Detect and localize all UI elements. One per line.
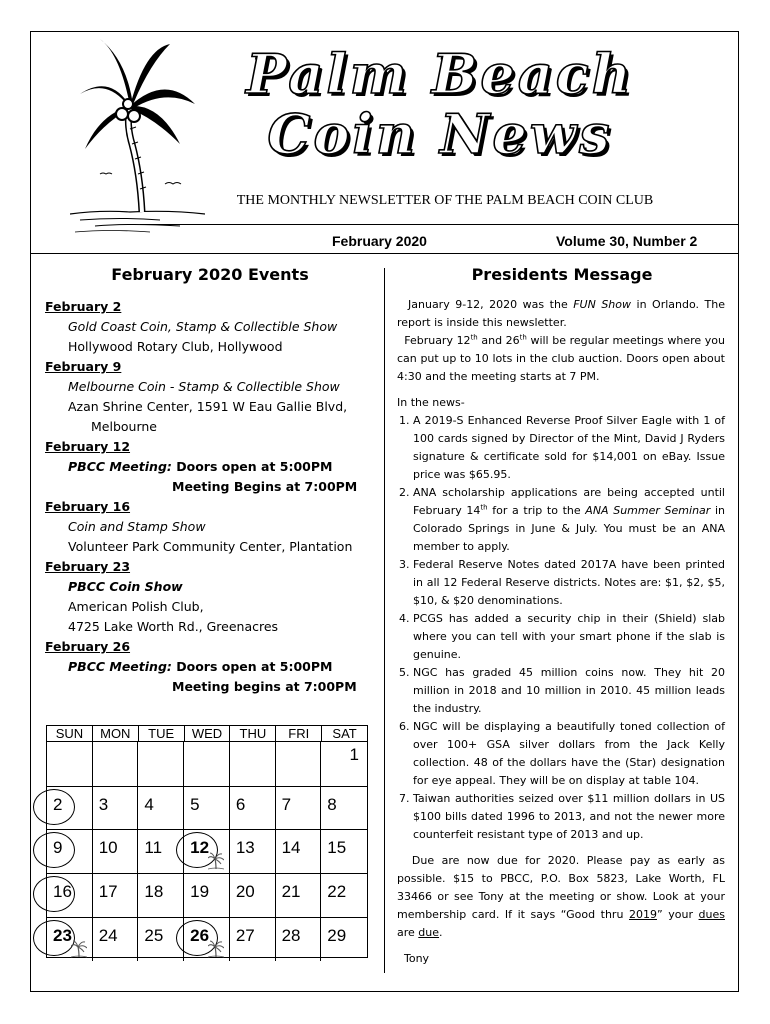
events-list — [45, 297, 375, 697]
presidents-message — [397, 296, 725, 968]
event-label: PBCC Meeting: — [68, 459, 172, 474]
event-line: Meeting begins at 7:00PM — [172, 679, 357, 694]
calendar-day-number: 25 — [144, 926, 164, 945]
presidents-message-heading: Presidents Message — [471, 265, 653, 284]
calendar-day-cell — [184, 742, 230, 787]
day-header: SUN — [47, 726, 93, 741]
event-line — [45, 457, 375, 477]
calendar-day-number: 26 — [190, 926, 210, 945]
calendar-day-number: 18 — [144, 882, 164, 901]
title-line-2: Coin News — [267, 102, 613, 166]
dues-paragraph: Due are now due for 2020. Please pay as early as possible. $15 to PBCC, P.O. Box 5823, Lake Worth, FL 33466 or see Tony at the meeting or show. Look at your membership card. If it says “Good thru 2019” your dues are due. — [397, 854, 725, 939]
event-line — [45, 657, 375, 677]
calendar-day-cell — [276, 787, 322, 830]
calendar-day-number: 17 — [98, 882, 118, 901]
event-line: American Polish Club, — [68, 599, 204, 614]
calendar-day-cell — [230, 918, 276, 961]
calendar-day-number: 9 — [53, 838, 63, 857]
palm-tree-icon — [208, 940, 224, 958]
event-line: PBCC Coin Show — [68, 579, 183, 594]
title-line-1: Palm Beach — [246, 42, 634, 106]
calendar-header — [47, 726, 367, 742]
calendar-day-cell — [184, 874, 230, 918]
day-header: SAT — [332, 726, 357, 741]
calendar-day-cell — [47, 787, 93, 830]
calendar-day-cell — [138, 787, 184, 830]
calendar-day-number: 19 — [190, 882, 210, 901]
calendar-day-cell — [184, 918, 230, 961]
day-header: WED — [185, 726, 231, 741]
event-date: February 2 — [45, 299, 122, 314]
calendar-day-cell — [138, 874, 184, 918]
calendar-day-number: 22 — [327, 882, 347, 901]
february-calendar — [46, 725, 368, 958]
masthead-rule-top — [140, 224, 739, 225]
event-line: 4725 Lake Worth Rd., Greenacres — [68, 619, 279, 634]
event-date: February 12 — [45, 439, 131, 454]
signature: Tony — [404, 952, 430, 965]
newsletter-subtitle: THE MONTHLY NEWSLETTER OF THE PALM BEACH COIN CLUB — [236, 193, 654, 208]
calendar-day-cell — [93, 918, 139, 961]
news-intro: In the news- — [397, 396, 465, 409]
calendar-day-cell — [93, 830, 139, 874]
day-header: TUE — [139, 726, 185, 741]
event-line: Melbourne Coin - Stamp & Collectible Show — [68, 379, 340, 394]
event-text: Doors open at 5:00PM — [171, 459, 333, 474]
news-item: 2. ANA scholarship applications are being accepted until February 14th for a trip to the ANA Summer Seminar in Colorado Springs in June & July. You must be an ANA member to apply. — [413, 484, 725, 556]
event-date: February 23 — [45, 559, 131, 574]
calendar-day-cell — [276, 742, 322, 787]
calendar-day-number: 1 — [349, 745, 359, 764]
calendar-day-cell — [184, 787, 230, 830]
news-item: 7. Taiwan authorities seized over $11 million dollars in US $100 bills dated 1996 to 2013, and not the newer more counterfeit resistant type of 2013 and up. — [413, 790, 725, 844]
event-line: Hollywood Rotary Club, Hollywood — [68, 339, 283, 354]
palm-tree-icon — [71, 940, 87, 958]
calendar-day-cell — [93, 874, 139, 918]
calendar-day-cell — [47, 918, 93, 961]
event-label: PBCC Meeting: — [68, 659, 172, 674]
calendar-day-cell — [321, 874, 367, 918]
calendar-day-number: 16 — [53, 882, 72, 901]
calendar-grid — [47, 742, 367, 957]
calendar-day-number: 13 — [235, 838, 255, 857]
calendar-day-number: 15 — [327, 838, 347, 857]
event-line: Volunteer Park Community Center, Plantation — [68, 539, 353, 554]
calendar-day-number: 3 — [98, 795, 109, 814]
event-date: February 26 — [45, 639, 131, 654]
calendar-day-number: 12 — [190, 838, 210, 857]
calendar-day-cell — [230, 874, 276, 918]
news-item: 1. A 2019-S Enhanced Reverse Proof Silver Eagle with 1 of 100 cards signed by Director of the Mint, David J Ryders signature & certificate sold for $14,001 on eBay. Issue price was $65.95. — [413, 412, 725, 484]
event-line: Gold Coast Coin, Stamp & Collectible Show — [68, 319, 338, 334]
event-line: Melbourne — [91, 419, 157, 434]
issue-date: February 2020 — [332, 233, 427, 249]
calendar-day-number: 29 — [327, 926, 347, 945]
news-item: 3. Federal Reserve Notes dated 2017A have been printed in all 12 Federal Reserve districts. Notes are: $1, $2, $5, $10, & $20 denominations. — [413, 556, 725, 610]
event-date: February 9 — [45, 359, 122, 374]
calendar-day-number: 23 — [53, 926, 72, 945]
paragraph: January 9-12, 2020 was the FUN Show in Orlando. The report is inside this newsletter. — [397, 298, 725, 329]
events-heading: February 2020 Events — [111, 265, 309, 284]
calendar-day-number: 10 — [98, 838, 118, 857]
palm-tree-logo — [70, 34, 205, 234]
day-header: MON — [93, 726, 139, 741]
event-line: Meeting Begins at 7:00PM — [172, 479, 358, 494]
calendar-day-cell — [230, 830, 276, 874]
calendar-day-number: 5 — [190, 795, 200, 814]
calendar-day-cell — [138, 742, 184, 787]
calendar-day-number: 14 — [281, 838, 301, 857]
palm-tree-icon — [208, 852, 224, 870]
calendar-day-cell — [230, 787, 276, 830]
calendar-day-number: 24 — [98, 926, 118, 945]
calendar-day-cell — [184, 830, 230, 874]
calendar-day-number: 28 — [281, 926, 301, 945]
calendar-day-number: 21 — [281, 882, 301, 901]
calendar-day-cell — [47, 742, 93, 787]
news-item: 5. NGC has graded 45 million coins now. They hit 20 million in 2018 and 10 million in 2010. 45 million leads the industry. — [413, 664, 725, 718]
event-text: Doors open at 5:00PM — [171, 659, 333, 674]
calendar-day-number: 8 — [327, 795, 337, 814]
calendar-day-cell — [47, 830, 93, 874]
day-header: THU — [230, 726, 276, 741]
masthead-rule-bottom — [30, 253, 739, 254]
day-header: FRI — [276, 726, 322, 741]
event-line: Azan Shrine Center, 1591 W Eau Gallie Blvd, — [68, 399, 348, 414]
calendar-day-number: 6 — [235, 795, 246, 814]
paragraph: February 12th and 26th will be regular meetings where you can put up to 10 lots in the club auction. Doors open about 4:30 and the meeting starts at 7 PM. — [397, 333, 725, 383]
calendar-day-cell — [321, 918, 367, 961]
calendar-day-cell — [93, 742, 139, 787]
news-item: 6. NGC will be displaying a beautifully toned collection of over 100+ GSA silver dollars from the Jack Kelly collection. 48 of the dollars have the (Star) designation for eye appeal. They will be on display at table 104. — [413, 718, 725, 790]
calendar-day-number: 11 — [144, 838, 163, 857]
calendar-day-cell — [321, 787, 367, 830]
event-date: February 16 — [45, 499, 131, 514]
newsletter-title — [230, 44, 650, 164]
calendar-day-number: 2 — [53, 795, 63, 814]
calendar-day-number: 7 — [281, 795, 292, 814]
column-divider — [384, 268, 385, 973]
news-list — [397, 412, 725, 844]
calendar-day-cell — [321, 830, 367, 874]
calendar-day-cell — [93, 787, 139, 830]
issue-volume: Volume 30, Number 2 — [556, 233, 698, 249]
calendar-day-number: 27 — [235, 926, 255, 945]
calendar-day-cell — [276, 830, 322, 874]
calendar-day-number: 20 — [235, 882, 255, 901]
news-item: 4. PCGS has added a security chip in their (Shield) slab where you can tell with your smart phone if the slab is genuine. — [413, 610, 725, 664]
event-line: Coin and Stamp Show — [68, 519, 206, 534]
calendar-day-number: 4 — [144, 795, 154, 814]
calendar-day-cell — [230, 742, 276, 787]
calendar-day-cell — [321, 742, 367, 787]
calendar-day-cell — [276, 918, 322, 961]
calendar-day-cell — [276, 874, 322, 918]
calendar-day-cell — [47, 874, 93, 918]
